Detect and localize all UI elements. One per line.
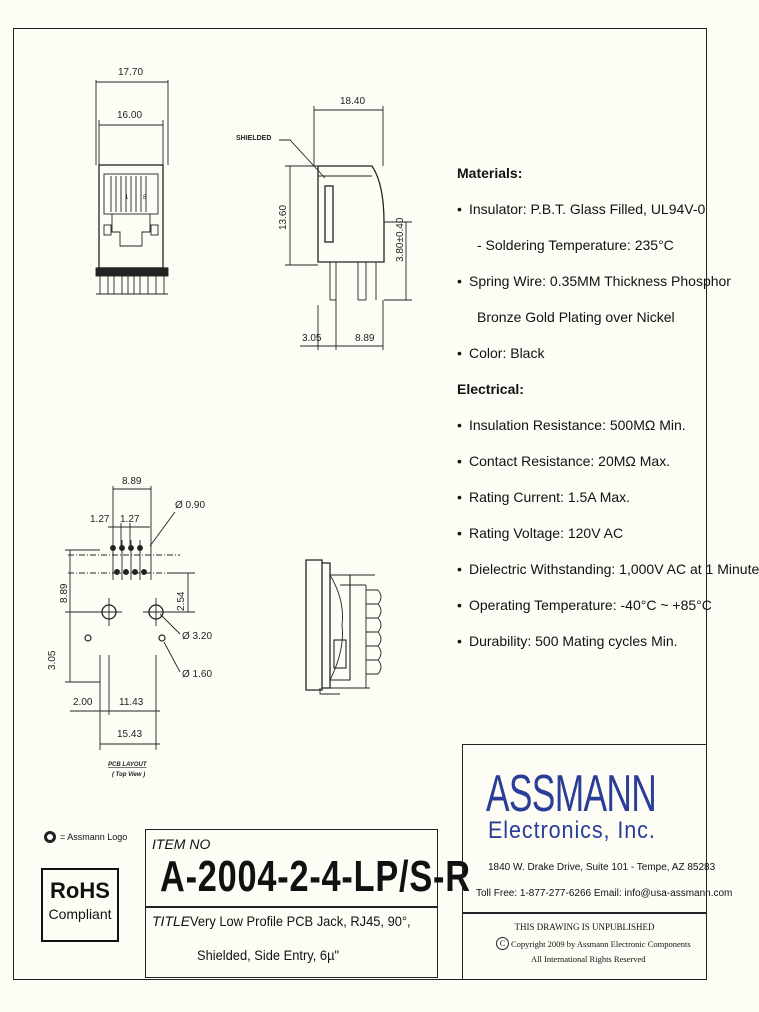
bullet: • [457,561,462,577]
dim-front-inner: 16.00 [117,110,143,121]
dim-hole-med: Ø 1.60 [182,669,213,680]
copyright-text: Copyright 2009 by Assmann Electronic Components [511,938,691,949]
bullet: • [457,597,462,613]
dim-pcb-pitch-a: 1.27 [90,514,110,525]
dim-pcb-offset: 2.00 [73,697,93,708]
title-line-1: Very Low Profile PCB Jack, RJ45, 90°, [190,913,411,929]
title-label: TITLE [152,913,191,929]
dim-pcb-vert-889: 8.89 [59,583,70,603]
dim-side-offset-left: 3.05 [302,333,322,344]
spec-soldering [457,236,712,254]
spec-spring-wire-cont [457,308,712,326]
dim-hole-peg: Ø 3.20 [182,631,213,642]
rohs-subtitle: Compliant [48,906,112,922]
bullet: • [457,489,462,505]
dim-pcb-pitch-b: 1.27 [120,514,140,525]
dim-pcb-vert-254: 2.54 [176,591,187,611]
company-name: ASSMANN [486,765,657,823]
company-contact: Toll Free: 1-877-277-6266 Email: info@usa-assmann.com [476,888,733,899]
rohs-title: RoHS [50,878,110,903]
pcb-caption: PCB LAYOUT [108,762,147,768]
company-block-divider [462,912,707,914]
logo-note-text: = Assmann Logo [60,832,128,842]
shielded-label: SHIELDED [236,135,272,142]
dim-pcb-1543: 15.43 [117,729,143,740]
dim-side-depth: 18.40 [340,96,366,107]
spec-contact-resistance [457,452,712,470]
specifications [457,164,759,668]
spec-text: Dielectric Withstanding: 1,000V AC at 1 Minute [469,561,759,577]
dim-front-overall: 17.70 [118,67,144,78]
spec-durability [457,632,712,650]
pin-8-label: 8 [143,195,147,201]
copyright-icon: C [496,937,509,950]
company-address: 1840 W. Drake Drive, Suite 101 - Tempe, AZ 85283 [488,862,716,873]
unpublished-notice: THIS DRAWING IS UNPUBLISHED [514,922,655,932]
item-no-label: ITEM NO [152,836,211,852]
spec-text: - Soldering Temperature: 235°C [477,237,674,253]
rights-reserved: All International Rights Reserved [531,954,646,964]
spec-text: Insulation Resistance: 500MΩ Min. [469,417,686,433]
spec-dielectric [457,560,759,578]
company-subtitle: Electronics, Inc. [488,817,656,844]
spec-text: Bronze Gold Plating over Nickel [477,309,675,325]
materials-heading: Materials: [457,165,523,181]
dim-hole-small: Ø 0.90 [175,500,206,511]
pcb-layout [65,486,195,750]
spec-text: Insulator: P.B.T. Glass Filled, UL94V-0 [469,201,706,217]
spec-text: Durability: 500 Mating cycles Min. [469,633,678,649]
bullet: • [457,417,462,433]
spec-spring-wire [457,272,731,290]
pin-1-label: 1 [125,195,129,201]
spec-rating-current [457,488,712,506]
pcb-caption-sub: ( Top View ) [112,772,146,778]
dim-pcb-span: 8.89 [122,476,142,487]
assmann-logo-note [44,831,127,843]
bullet: • [457,201,462,217]
bullet: • [457,633,462,649]
dim-pcb-vert-305: 3.05 [47,650,58,670]
copyright-line [496,937,691,950]
spec-operating-temp [457,596,712,614]
dim-side-offset-right: 8.89 [355,333,375,344]
dim-pin-height: 3.80±0.40 [395,217,406,262]
spec-text: Rating Current: 1.5A Max. [469,489,631,505]
bullet: • [457,345,462,361]
part-number: A-2004-2-4-LP/S-R [160,852,471,901]
assmann-logo-icon [44,831,56,843]
bullet: • [457,525,462,541]
spec-text: Rating Voltage: 120V AC [469,525,624,541]
spec-text: Color: Black [469,345,545,361]
spec-text: Contact Resistance: 20MΩ Max. [469,453,671,469]
electrical-heading: Electrical: [457,381,524,397]
side-view [279,106,412,350]
spec-color [457,344,712,362]
spec-rating-voltage [457,524,712,542]
bullet: • [457,453,462,469]
rohs-badge [41,868,119,942]
title-line-2: Shielded, Side Entry, 6µ" [197,947,340,963]
title-block-divider [145,906,438,908]
bullet: • [457,273,462,289]
spec-text: Operating Temperature: -40°C ~ +85°C [469,597,712,613]
spec-text: Spring Wire: 0.35MM Thickness Phosphor [469,273,731,289]
iso-view [306,560,381,694]
spec-insulation-resistance [457,416,712,434]
dim-side-height: 13.60 [278,204,289,230]
dim-pcb-1143: 11.43 [119,697,144,708]
spec-insulator [457,200,712,218]
